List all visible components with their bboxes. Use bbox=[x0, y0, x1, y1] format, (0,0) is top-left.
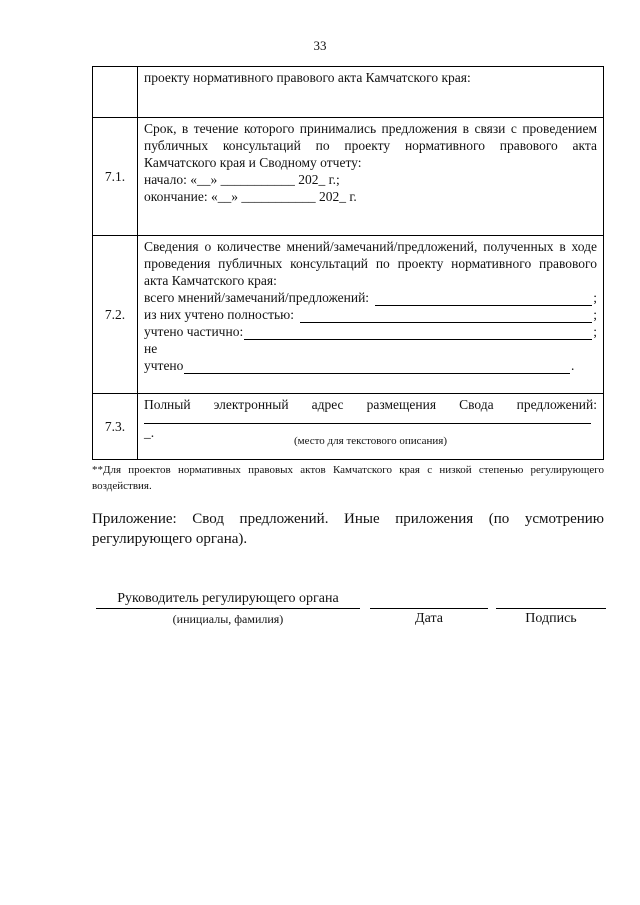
sign-caption: Подпись bbox=[525, 611, 577, 626]
total-opinions-field[interactable] bbox=[144, 289, 597, 306]
semicolon: ; bbox=[593, 324, 597, 339]
sign-blank[interactable] bbox=[496, 590, 606, 609]
deadline-start: начало: «__» ___________ 202_ г.; bbox=[144, 172, 340, 187]
not-accounted-label-1: не bbox=[144, 341, 158, 356]
fully-accounted-label: из них учтено полностью: bbox=[144, 307, 295, 322]
not-accounted-field[interactable] bbox=[144, 357, 574, 374]
opinions-description: Сведения о количестве мнений/замечаний/предложений, полученных в ходе проведения публичных консультаций по проекту нормативного правового акта Камчатского края: bbox=[144, 239, 597, 288]
page-number: 33 bbox=[313, 38, 327, 53]
sign-signature-block bbox=[496, 590, 606, 627]
row-text: проекту нормативного правового акта Камчатского края: bbox=[138, 67, 604, 118]
deadline-end: окончание: «__» ___________ 202_ г. bbox=[144, 189, 357, 204]
address-description: Полный электронный адрес размещения Свода предложений: bbox=[144, 397, 597, 412]
date-blank[interactable] bbox=[370, 590, 488, 609]
appendix-text: Приложение: Свод предложений. Иные приложения (по усмотрению регулирующего органа). bbox=[92, 511, 604, 547]
date-signature-block bbox=[370, 590, 488, 627]
not-accounted-label-2: учтено bbox=[144, 358, 184, 373]
head-signature-block bbox=[96, 590, 360, 627]
head-label: Руководитель регулирующего органа bbox=[96, 590, 360, 609]
fully-accounted-blank[interactable] bbox=[300, 309, 592, 323]
total-opinions-blank[interactable] bbox=[375, 292, 592, 306]
semicolon: ; bbox=[593, 307, 597, 322]
text-description-caption: (место для текстового описания) bbox=[293, 435, 448, 447]
address-blank[interactable] bbox=[144, 413, 591, 424]
deadline-description: Срок, в течение которого принимались предложения в связи с проведением публичных консультаций по проекту нормативного правового акта Камчатского края и Сводному отчету: bbox=[144, 121, 597, 170]
table-row bbox=[93, 236, 604, 394]
total-opinions-label: всего мнений/замечаний/предложений: bbox=[144, 290, 370, 305]
row-number: 7.3. bbox=[93, 394, 138, 460]
footnote: **Для проектов нормативных правовых актов Камчатского края с низкой степенью регулирующего воздействия. bbox=[92, 464, 604, 492]
row-number: 7.2. bbox=[93, 236, 138, 394]
dot: . bbox=[570, 358, 575, 373]
summary-table bbox=[92, 66, 604, 460]
fully-accounted-field[interactable] bbox=[144, 306, 597, 323]
row-number bbox=[93, 67, 138, 118]
table-row bbox=[93, 118, 604, 236]
semicolon: ; bbox=[593, 290, 597, 305]
table-row bbox=[93, 67, 604, 118]
partially-accounted-blank[interactable] bbox=[244, 326, 592, 340]
date-caption: Дата bbox=[415, 611, 443, 626]
partially-accounted-label: учтено частично: bbox=[144, 324, 244, 339]
row-number: 7.1. bbox=[93, 118, 138, 236]
not-accounted-blank[interactable] bbox=[184, 360, 570, 374]
partially-accounted-field[interactable] bbox=[144, 323, 597, 340]
address-tail: _. bbox=[144, 425, 155, 440]
head-caption: (инициалы, фамилия) bbox=[172, 612, 284, 626]
table-row bbox=[93, 394, 604, 460]
